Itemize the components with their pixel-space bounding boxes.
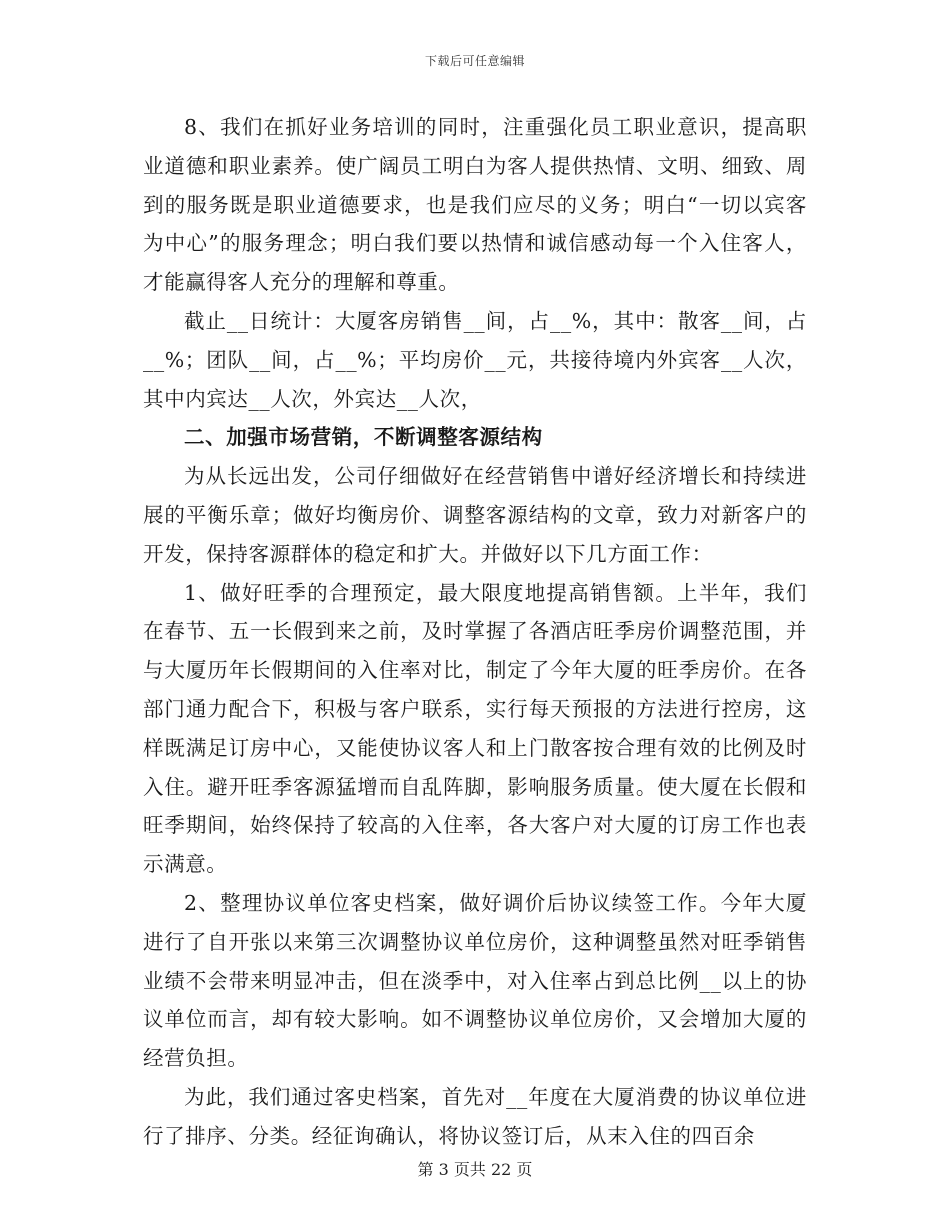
paragraph-intro: 为从长远出发，公司仔细做好在经营销售中谱好经济增长和持续进展的平衡乐章；做好均衡房价、调整客源结构的文章，致力对新客户的开发，保持客源群体的稳定和扩大。并做好以下几方面工作： (143, 464, 807, 566)
document-body (143, 108, 807, 1156)
page-number: 第 3 页共 22 页 (417, 1160, 533, 1179)
paragraph-archive: 为此，我们通过客史档案，首先对__年度在大厦消费的协议单位进行了排序、分类。经征询确认，将协议签订后，从末入住的四百余 (143, 1084, 807, 1148)
paragraph-statistics: 截止__日统计：大厦客房销售__间，占__%，其中：散客__间，占__%；团队__间，占__%；平均房价__元，共接待境内外宾客__人次，其中内宾达__人次，外宾达__人次， (143, 308, 807, 411)
section-heading-2: 二、加强市场营销，不断调整客源结构 (184, 425, 543, 450)
paragraph-item-8: 8、我们在抓好业务培训的同时，注重强化员工职业意识，提高职业道德和职业素养。使广阔员工明白为客人提供热情、文明、细致、周到的服务既是职业道德要求，也是我们应尽的义务；明白“一切以宾客为中心”的服务理念；明白我们要以热情和诚信感动每一个入住客人，才能赢得客人充分的理解和尊重。 (143, 115, 807, 295)
paragraph-item-1: 1、做好旺季的合理预定，最大限度地提高销售额。上半年，我们在春节、五一长假到来之前，及时掌握了各酒店旺季房价调整范围，并与大厦历年长假期间的入住率对比，制定了今年大厦的旺季房价。在各部门通力配合下，积极与客户联系，实行每天预报的方法进行控房，这样既满足订房中心，又能使协议客人和上门散客按合理有效的比例及时入住。避开旺季客源猛增而自乱阵脚，影响服务质量。使大厦在长假和旺季期间，始终保持了较高的入住率，各大客户对大厦的订房工作也表示满意。 (143, 580, 807, 877)
page-header: 下载后可任意编辑 (424, 54, 525, 68)
paragraph-item-2: 2、整理协议单位客史档案，做好调价后协议续签工作。今年大厦进行了自开张以来第三次调整协议单位房价，这种调整虽然对旺季销售业绩不会带来明显冲击，但在淡季中，对入住率占到总比例__以上的协议单位而言，却有较大影响。如不调整协议单位房价，又会增加大厦的经营负担。 (143, 890, 807, 1071)
